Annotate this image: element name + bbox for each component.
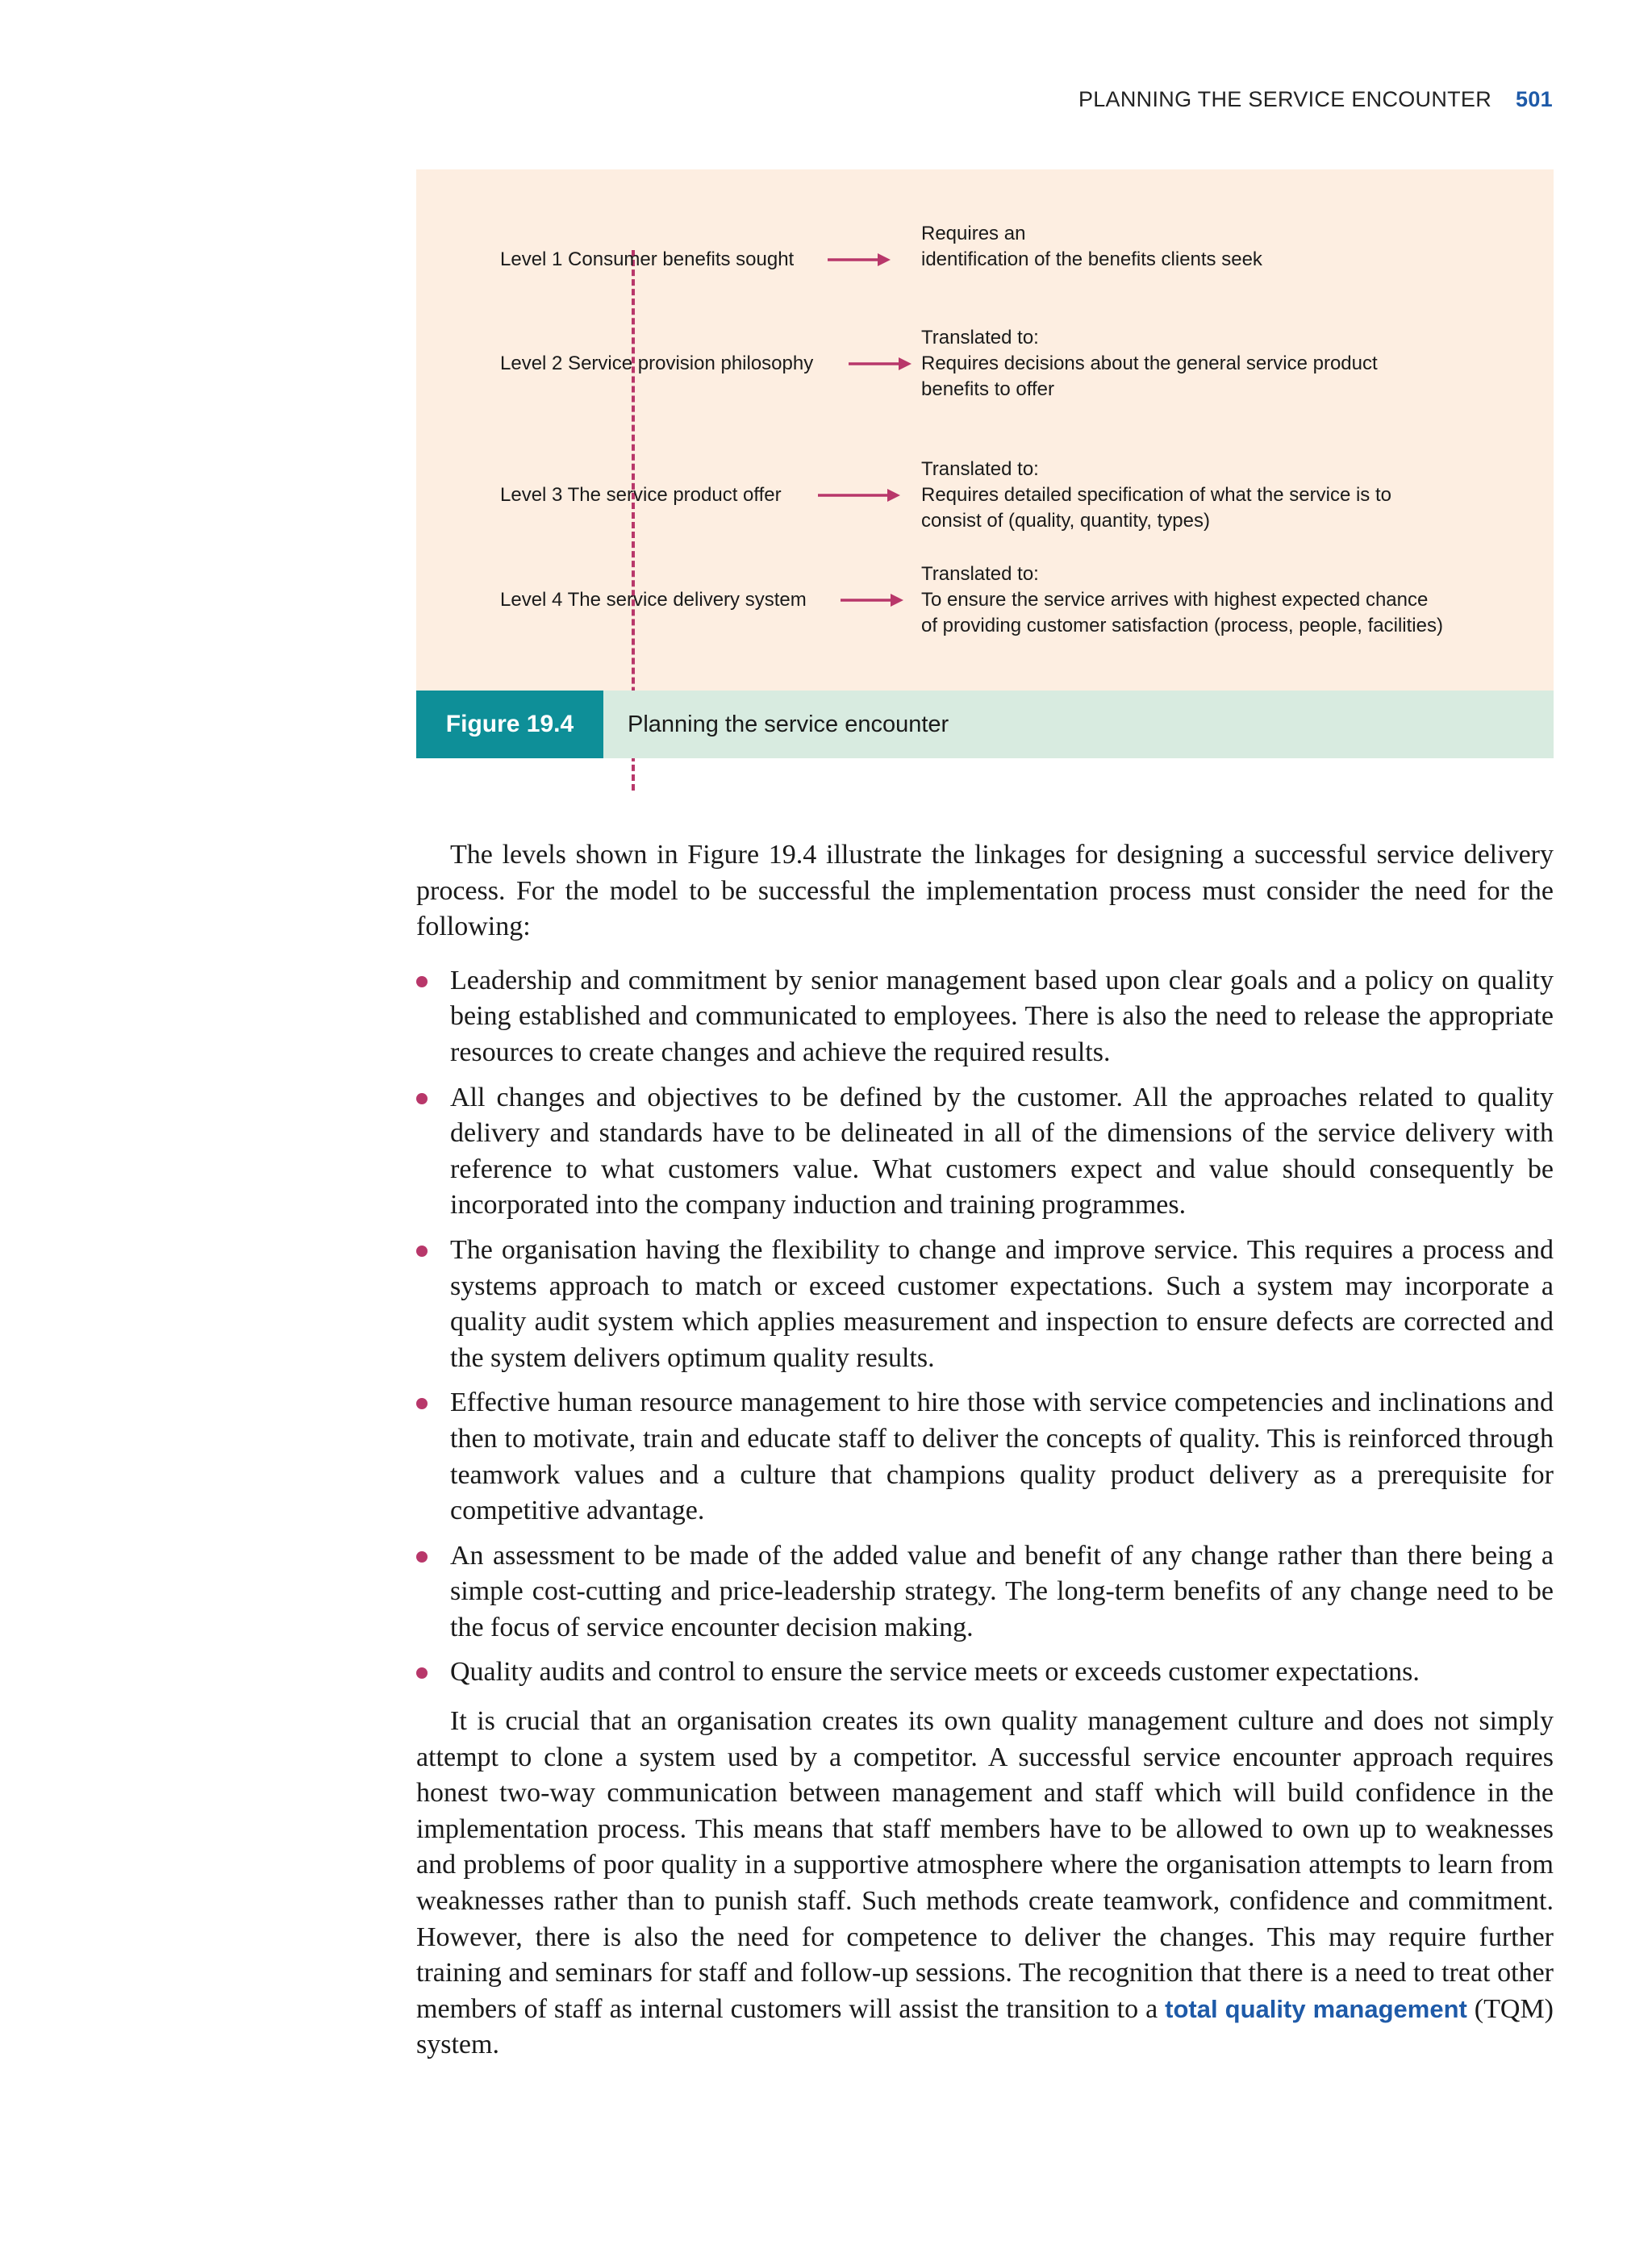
level-4-label: Level 4 The service delivery system	[500, 589, 807, 611]
bullet-icon	[416, 1551, 428, 1563]
figure-caption	[416, 691, 1554, 758]
arrow-right-icon	[818, 486, 902, 505]
level-1-description: Requires an identification of the benefits clients seek	[921, 223, 1262, 270]
list-item: An assessment to be made of the added value and benefit of any change rather than there being a simple cost-cutting and price-leadership strategy. The long-term benefits of any change need to be the focus of service encounter decision making.	[416, 1538, 1554, 1646]
level-3-label: Level 3 The service product offer	[500, 484, 782, 506]
bullet-icon	[416, 1398, 428, 1409]
arrow-right-icon	[841, 590, 905, 610]
page-number: 501	[1516, 87, 1553, 111]
bullet-icon	[416, 976, 428, 987]
list-item: Effective human resource management to hire those with service competencies and inclinations and then to motivate, train and educate staff to deliver the concepts of quality. This is reinforced through teamwork values and a culture that champions quality product delivery as a prerequisite for competitive advantage.	[416, 1385, 1554, 1529]
arrow-right-icon	[849, 354, 913, 373]
figure-diagram	[416, 169, 1554, 691]
level-4-description: Translated to: To ensure the service arrives with highest expected chance of providing customer satisfaction (process, people, facilities)	[921, 563, 1443, 636]
arrow-right-icon	[828, 250, 892, 269]
level-2-label: Level 2 Service provision philosophy	[500, 353, 814, 374]
intro-paragraph: The levels shown in Figure 19.4 illustrate the linkages for designing a successful service delivery process. For the model to be successful the implementation process must consider the need for the following:	[416, 840, 1554, 942]
list-item: All changes and objectives to be defined by the customer. All the approaches related to quality delivery and standards have to be delineated in all of the dimensions of the service delivery with reference to what customers value. What customers expect and value should consequently be incorporated into the company induction and training programmes.	[416, 1080, 1554, 1224]
list-item: Quality audits and control to ensure the service meets or exceeds customer expectations.	[416, 1655, 1554, 1691]
bullet-icon	[416, 1667, 428, 1679]
figure-number: Figure 19.4	[416, 691, 603, 758]
body-text	[416, 837, 1554, 2063]
glossary-term-link[interactable]: total quality management	[1165, 1994, 1467, 2023]
requirements-list	[416, 963, 1554, 1691]
level-2-description: Translated to: Requires decisions about the general service product benefits to offer	[921, 327, 1378, 400]
list-item: The organisation having the flexibility to change and improve service. This requires a process and systems approach to match or exceed customer expectations. Such a system may incorporate a quality audit system which applies measurement and inspection to ensure defects are corrected and the system delivers optimum quality results.	[416, 1233, 1554, 1376]
bullet-icon	[416, 1093, 428, 1104]
running-head	[1078, 87, 1553, 112]
level-1-label: Level 1 Consumer benefits sought	[500, 248, 795, 270]
list-item: Leadership and commitment by senior management based upon clear goals and a policy on quality being established and communicated to employees. There is also the need to release the appropriate resources to create changes and achieve the required results.	[416, 963, 1554, 1071]
bullet-icon	[416, 1246, 428, 1257]
closing-paragraph: It is crucial that an organisation creates its own quality management culture and does not simply attempt to clone a system used by a competitor. A successful service encounter approach requires honest two-way communication between management and staff which will build confidence in the implementation process. This means that staff members have to be allowed to own up to weaknesses and problems of poor quality in a supportive atmosphere where the organisation attempts to learn from weaknesses rather than to punish staff. Such methods create teamwork, confidence and commitment. However, there is also the need for competence to deliver the changes. This may require further training and seminars for staff and follow-up sessions. The recognition that there is a need to treat other members of staff as internal customers will assist the transition to a total quality management (TQM) system.	[416, 1706, 1554, 2060]
figure-title: Planning the service encounter	[628, 711, 949, 737]
running-title: PLANNING THE SERVICE ENCOUNTER	[1078, 87, 1492, 111]
level-3-description: Translated to: Requires detailed specification of what the service is to consist of (quality, quantity, types)	[921, 458, 1391, 532]
